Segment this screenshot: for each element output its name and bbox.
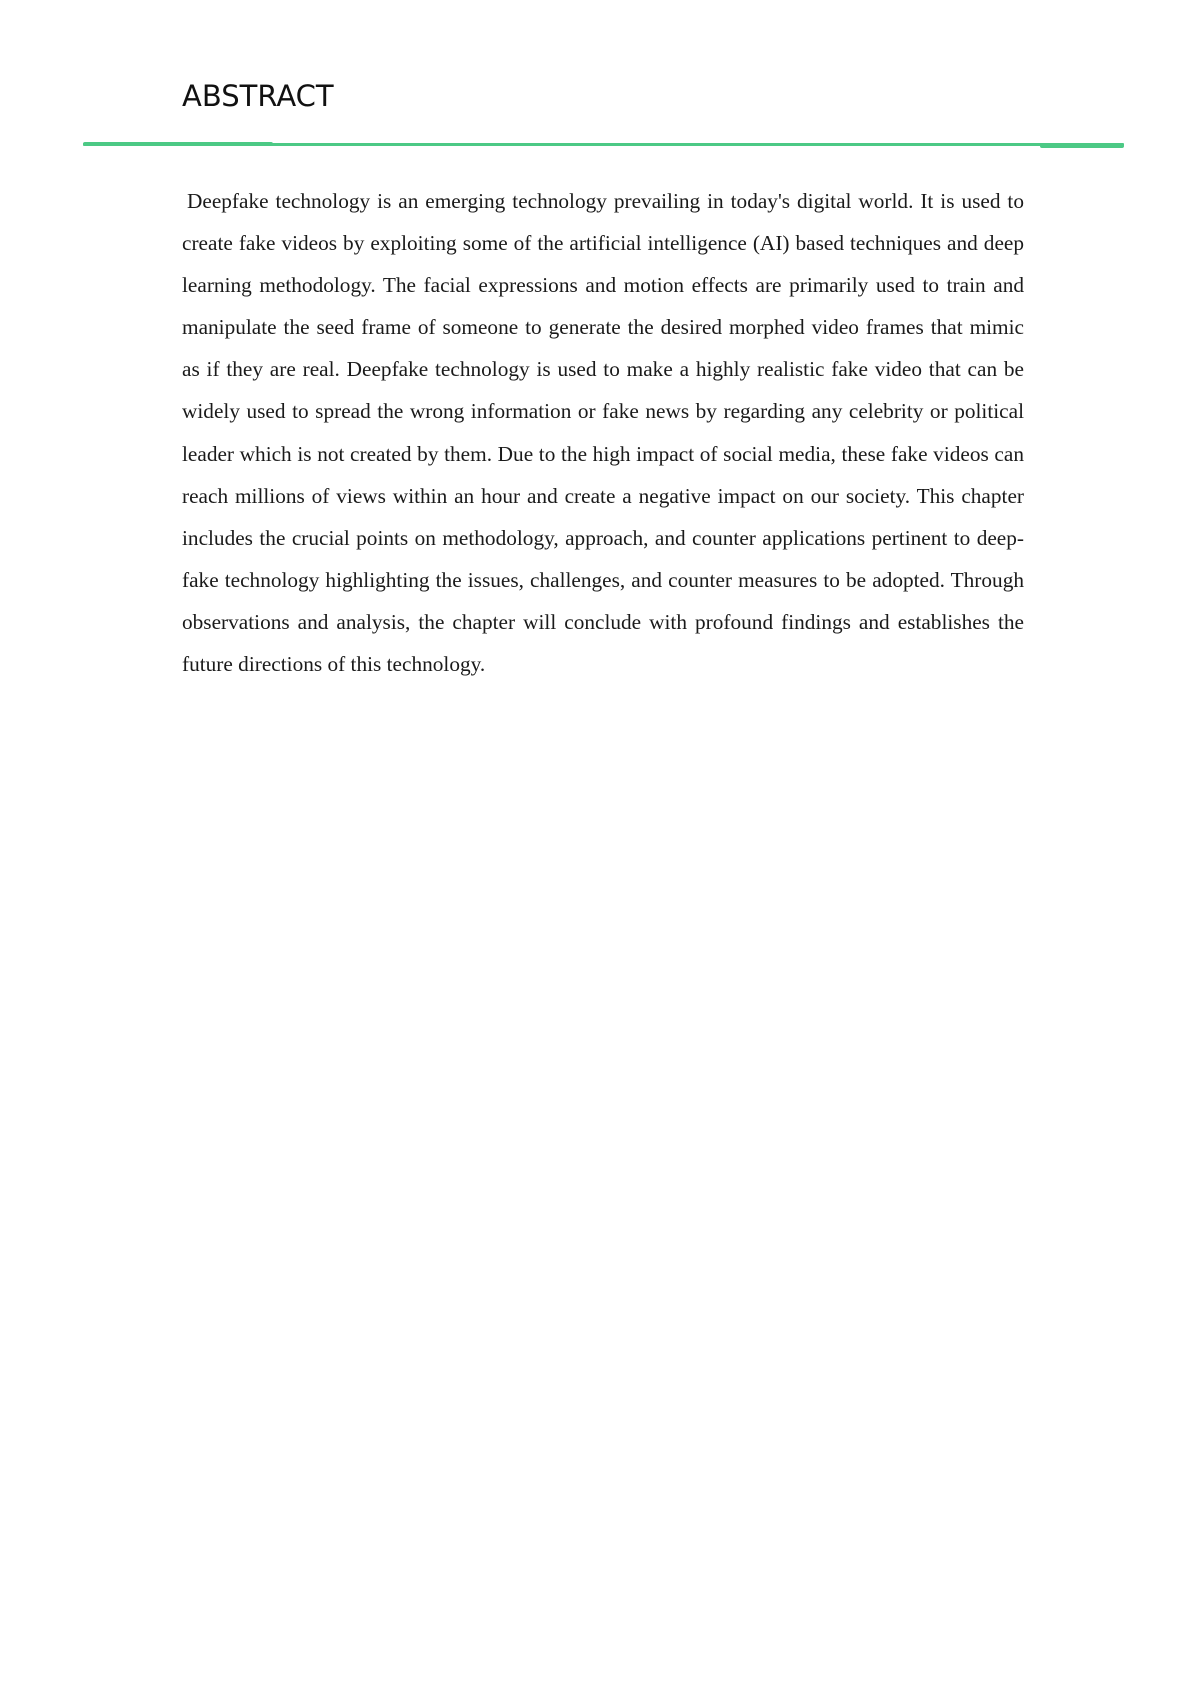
abstract-paragraph: Deepfake technology is an emerging technology prevailing in today's digital world. It is used to create fake videos by exploiting some of the artificial intelligence (AI) based techniques and deep learning methodology. The facial expressions and motion effects are primarily used to train and manipulate the seed frame of someone to generate the desired morphed video frames that mimic as if they are real. Deepfake technology is used to make a highly realistic fake video that can be widely used to spread the wrong information or fake news by regarding any celebrity or political leader which is not created by them. Due to the high impact of social media, these fake videos can reach millions of views within an hour and create a negative impact on our society. This chapter includes the crucial points on methodology, approach, and counter applications pertinent to deep-fake technology highlighting the issues, challenges, and counter measures to be adopted. Through observations and analysis, the chapter will conclude with profound findings and establishes the future directions of this technology. (182, 189, 1024, 677)
heading-divider-left-accent (83, 142, 273, 146)
heading-divider-right-accent (1040, 144, 1124, 148)
abstract-heading: ABSTRACT (182, 79, 334, 113)
